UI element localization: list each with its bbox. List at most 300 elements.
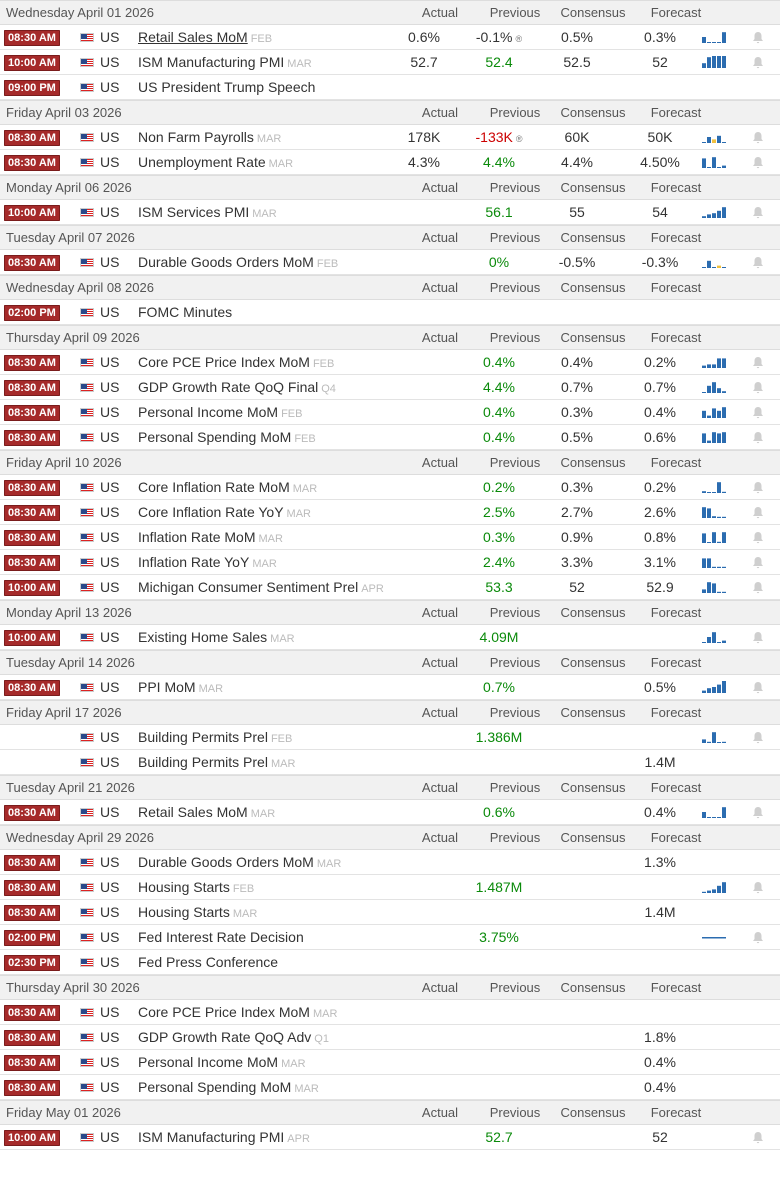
bell-icon[interactable] (752, 156, 764, 169)
event-time-cell (0, 628, 80, 646)
event-row[interactable] (0, 250, 780, 275)
sparkline-bar (722, 567, 726, 568)
event-country: US (100, 929, 120, 945)
sparkline-bar (712, 42, 716, 43)
event-forecast: 0.5% (644, 679, 676, 695)
sparkline-bar (722, 807, 726, 818)
flag-cell (80, 958, 100, 967)
column-header-forecast[interactable]: Forecast (650, 180, 702, 195)
column-header-actual[interactable]: Actual (421, 5, 459, 20)
alert-bell-cell[interactable] (746, 681, 770, 694)
event-row[interactable] (0, 300, 780, 325)
alert-bell-cell[interactable] (746, 481, 770, 494)
column-header-previous[interactable]: Previous (489, 180, 541, 195)
event-cell (138, 554, 384, 570)
event-name-link[interactable]: PPI MoM (138, 679, 196, 695)
event-cell (138, 154, 384, 170)
event-name-link[interactable]: Core PCE Price Index MoM (138, 1004, 310, 1020)
event-forecast: 2.6% (644, 504, 676, 520)
event-actual: 52.7 (410, 54, 438, 70)
event-name-link[interactable]: Core Inflation Rate YoY (138, 504, 284, 520)
history-sparkline (702, 555, 728, 569)
event-cell (138, 1079, 384, 1095)
event-row[interactable] (0, 850, 780, 875)
event-row[interactable] (0, 350, 780, 375)
alert-bell-cell[interactable] (746, 581, 770, 594)
bell-icon[interactable] (752, 381, 764, 394)
sparkline-bar (717, 266, 721, 268)
event-row[interactable] (0, 50, 780, 75)
column-header-forecast[interactable]: Forecast (650, 605, 702, 620)
event-previous-cell (464, 254, 534, 270)
bell-icon[interactable] (752, 581, 764, 594)
event-cell (138, 529, 384, 545)
history-sparkline (702, 155, 728, 169)
history-sparkline (702, 355, 728, 369)
column-header-consensus[interactable]: Consensus (560, 180, 626, 195)
column-header-consensus[interactable]: Consensus (560, 780, 626, 795)
bell-icon[interactable] (752, 631, 764, 644)
sparkline-cell[interactable] (700, 630, 746, 644)
event-row[interactable] (0, 875, 780, 900)
day-header (0, 0, 780, 25)
event-cell (138, 879, 384, 895)
sparkline-bar (702, 812, 706, 818)
event-row[interactable] (0, 475, 780, 500)
event-name-link[interactable]: Housing Starts (138, 879, 230, 895)
event-forecast: 50K (647, 129, 673, 145)
column-header-actual[interactable]: Actual (421, 605, 459, 620)
event-row[interactable] (0, 800, 780, 825)
event-previous-cell (464, 429, 534, 445)
alert-bell-cell[interactable] (746, 206, 770, 219)
sparkline-bar (722, 492, 726, 493)
bell-icon[interactable] (752, 806, 764, 819)
column-header-actual[interactable]: Actual (421, 280, 459, 295)
alert-bell-cell[interactable] (746, 556, 770, 569)
event-cell (138, 904, 384, 920)
day-date: Friday April 17 2026 (6, 705, 122, 720)
alert-bell-cell[interactable] (746, 406, 770, 419)
sparkline-bar (717, 211, 721, 218)
sparkline-cell[interactable] (700, 255, 746, 269)
event-reference-period: FEB (281, 408, 303, 420)
us-flag-icon (80, 758, 94, 767)
history-sparkline (702, 55, 728, 69)
column-header-forecast[interactable]: Forecast (650, 5, 702, 20)
event-reference-period: MAR (281, 1058, 306, 1070)
bell-icon[interactable] (752, 256, 764, 269)
bell-icon[interactable] (752, 506, 764, 519)
event-name-link[interactable]: FOMC Minutes (138, 304, 233, 320)
alert-bell-cell[interactable] (746, 931, 770, 944)
event-time-badge: 08:30 AM (4, 155, 60, 171)
us-flag-icon (80, 258, 94, 267)
alert-bell-cell[interactable] (746, 506, 770, 519)
column-header-consensus[interactable]: Consensus (560, 655, 626, 670)
event-time-cell (0, 478, 80, 496)
column-header-consensus[interactable]: Consensus (560, 830, 626, 845)
event-time-badge: 02:00 PM (4, 930, 60, 946)
alert-bell-cell[interactable] (746, 731, 770, 744)
event-name-link[interactable]: ISM Manufacturing PMI (138, 1129, 285, 1145)
sparkline-cell[interactable] (700, 930, 746, 944)
column-header-previous[interactable]: Previous (489, 830, 541, 845)
event-name-link[interactable]: Inflation Rate MoM (138, 529, 256, 545)
us-flag-icon (80, 1133, 94, 1142)
event-time-cell (0, 253, 80, 271)
event-name-link[interactable]: Michigan Consumer Sentiment Prel (138, 579, 359, 595)
sparkline-bar (712, 732, 716, 743)
alert-bell-cell[interactable] (746, 881, 770, 894)
event-name-link[interactable]: Core Inflation Rate MoM (138, 479, 290, 495)
event-name-link[interactable]: US President Trump Speech (138, 79, 316, 95)
event-name-link[interactable]: Core PCE Price Index MoM (138, 354, 310, 370)
column-header-actual[interactable]: Actual (421, 980, 459, 995)
event-time-badge: 08:30 AM (4, 130, 60, 146)
event-previous-cell (464, 504, 534, 520)
bell-icon[interactable] (752, 56, 764, 69)
event-row[interactable] (0, 125, 780, 150)
sparkline-bar (702, 433, 706, 443)
day-header (0, 325, 780, 350)
event-reference-period: MAR (252, 558, 277, 570)
bell-icon[interactable] (752, 406, 764, 419)
alert-bell-cell[interactable] (746, 1131, 770, 1144)
column-header-forecast[interactable]: Forecast (650, 780, 702, 795)
column-header-actual[interactable]: Actual (421, 105, 459, 120)
sparkline-bar (702, 267, 706, 268)
sparkline-cell[interactable] (700, 155, 746, 169)
sparkline-bar (712, 213, 716, 218)
event-row[interactable] (0, 900, 780, 925)
sparkline-bar (707, 42, 711, 43)
alert-bell-cell[interactable] (746, 431, 770, 444)
day-header (0, 225, 780, 250)
column-header-previous[interactable]: Previous (489, 105, 541, 120)
alert-bell-cell[interactable] (746, 256, 770, 269)
column-header-previous[interactable]: Previous (489, 655, 541, 670)
event-country: US (100, 629, 120, 645)
event-previous: 0.4% (483, 404, 515, 420)
column-header-previous[interactable]: Previous (489, 330, 541, 345)
event-row[interactable] (0, 550, 780, 575)
event-country: US (100, 1029, 120, 1045)
us-flag-icon (80, 958, 94, 967)
event-time-badge: 08:30 AM (4, 430, 60, 446)
column-header-consensus[interactable]: Consensus (560, 280, 626, 295)
column-header-actual[interactable]: Actual (421, 330, 459, 345)
sparkline-bar (702, 216, 706, 218)
event-forecast: 0.4% (644, 804, 676, 820)
event-consensus: 0.4% (561, 354, 593, 370)
column-header-consensus[interactable]: Consensus (560, 605, 626, 620)
sparkline-cell[interactable] (700, 730, 746, 744)
event-name-link[interactable]: GDP Growth Rate QoQ Final (138, 379, 319, 395)
sparkline-bar (717, 742, 721, 743)
bell-icon[interactable] (752, 1131, 764, 1144)
us-flag-icon (80, 83, 94, 92)
bell-icon[interactable] (752, 531, 764, 544)
event-country: US (100, 254, 120, 270)
column-header-actual[interactable]: Actual (421, 705, 459, 720)
event-reference-period: MAR (270, 758, 296, 770)
event-row[interactable] (0, 675, 780, 700)
sparkline-cell[interactable] (700, 480, 746, 494)
sparkline-cell[interactable] (700, 680, 746, 694)
column-header-previous[interactable]: Previous (489, 980, 541, 995)
event-name-link[interactable]: Building Permits Prel (138, 729, 268, 745)
bell-icon[interactable] (752, 131, 764, 144)
sparkline-bar (707, 582, 711, 593)
event-time-badge: 08:30 AM (4, 30, 60, 46)
sparkline-cell[interactable] (700, 530, 746, 544)
event-name-link[interactable]: Unemployment Rate (138, 154, 266, 170)
event-previous-cell (464, 204, 534, 220)
bell-icon[interactable] (752, 31, 764, 44)
event-reference-period: MAR (316, 858, 342, 870)
event-row[interactable] (0, 1125, 780, 1150)
event-forecast: 4.50% (640, 154, 680, 170)
column-header-consensus[interactable]: Consensus (560, 455, 626, 470)
column-header-actual[interactable]: Actual (421, 830, 459, 845)
bell-icon[interactable] (752, 681, 764, 694)
event-country: US (100, 504, 120, 520)
event-name-link[interactable]: Building Permits Prel (138, 754, 268, 770)
sparkline-cell[interactable] (700, 205, 746, 219)
sparkline-cell[interactable] (700, 880, 746, 894)
event-time-cell (0, 378, 80, 396)
column-header-actual[interactable]: Actual (421, 655, 459, 670)
event-time-cell (0, 953, 80, 971)
column-header-consensus[interactable]: Consensus (560, 5, 626, 20)
event-row[interactable] (0, 1025, 780, 1050)
column-header-consensus[interactable]: Consensus (560, 980, 626, 995)
event-name-link[interactable]: Inflation Rate YoY (138, 554, 250, 570)
event-row[interactable] (0, 25, 780, 50)
column-header-previous[interactable]: Previous (489, 230, 541, 245)
event-time-badge: 08:30 AM (4, 1055, 60, 1071)
event-row[interactable] (0, 1075, 780, 1100)
event-row[interactable] (0, 75, 780, 100)
column-header-previous[interactable]: Previous (489, 780, 541, 795)
column-header-previous[interactable]: Previous (489, 1105, 541, 1120)
bell-icon[interactable] (752, 881, 764, 894)
column-header-previous[interactable]: Previous (489, 605, 541, 620)
sparkline-bar (717, 411, 721, 418)
bell-icon[interactable] (752, 206, 764, 219)
sparkline-bar (717, 592, 721, 593)
flag-cell (80, 733, 100, 742)
sparkline-cell[interactable] (700, 505, 746, 519)
event-name-link[interactable]: Existing Home Sales (138, 629, 268, 645)
alert-bell-cell[interactable] (746, 356, 770, 369)
us-flag-icon (80, 1033, 94, 1042)
event-previous-cell (464, 804, 534, 820)
sparkline-cell[interactable] (700, 555, 746, 569)
bell-icon[interactable] (752, 431, 764, 444)
event-row[interactable] (0, 950, 780, 975)
column-header-consensus[interactable]: Consensus (560, 230, 626, 245)
column-header-forecast[interactable]: Forecast (650, 705, 702, 720)
column-header-forecast[interactable]: Forecast (650, 830, 702, 845)
sparkline-bar (707, 57, 711, 68)
alert-bell-cell[interactable] (746, 31, 770, 44)
sparkline-cell[interactable] (700, 405, 746, 419)
event-name-link[interactable]: Personal Spending MoM (138, 1079, 292, 1095)
event-name-link[interactable]: Personal Spending MoM (138, 429, 292, 445)
event-name-link[interactable]: Fed Interest Rate Decision (138, 929, 304, 945)
sparkline-cell[interactable] (700, 430, 746, 444)
day-header (0, 275, 780, 300)
event-consensus: 0.3% (561, 404, 593, 420)
sparkline-cell[interactable] (700, 380, 746, 394)
column-header-previous[interactable]: Previous (489, 5, 541, 20)
sparkline-cell[interactable] (700, 805, 746, 819)
sparkline-bar (712, 687, 716, 693)
sparkline-cell[interactable] (700, 30, 746, 44)
event-row[interactable] (0, 575, 780, 600)
flag-cell (80, 883, 100, 892)
column-header-forecast[interactable]: Forecast (650, 980, 702, 995)
event-row[interactable] (0, 150, 780, 175)
column-header-forecast[interactable]: Forecast (650, 655, 702, 670)
event-reference-period: Q4 (321, 383, 336, 395)
event-forecast: 54 (652, 204, 668, 220)
alert-bell-cell[interactable] (746, 631, 770, 644)
sparkline-bar (707, 891, 711, 893)
event-cell (138, 854, 384, 870)
event-country: US (100, 529, 120, 545)
column-header-forecast[interactable]: Forecast (650, 330, 702, 345)
column-header-consensus[interactable]: Consensus (560, 330, 626, 345)
event-previous: 2.5% (483, 504, 515, 520)
column-header-actual[interactable]: Actual (421, 180, 459, 195)
event-time-cell (0, 403, 80, 421)
column-header-actual[interactable]: Actual (421, 230, 459, 245)
event-time-cell (0, 203, 80, 221)
event-row[interactable] (0, 1050, 780, 1075)
event-reference-period: MAR (268, 158, 294, 170)
sparkline-bar (707, 364, 711, 368)
sparkline-cell[interactable] (700, 55, 746, 69)
event-name-link[interactable]: ISM Services PMI (138, 204, 250, 220)
event-previous: 1.487M (475, 879, 523, 895)
column-header-previous[interactable]: Previous (489, 455, 541, 470)
column-header-actual[interactable]: Actual (421, 1105, 459, 1120)
event-row[interactable] (0, 725, 780, 750)
event-name-link[interactable]: GDP Growth Rate QoQ Adv (138, 1029, 312, 1045)
event-consensus: -0.5% (558, 254, 596, 270)
event-name-link[interactable]: Fed Press Conference (138, 954, 279, 970)
column-header-consensus[interactable]: Consensus (560, 105, 626, 120)
column-header-forecast[interactable]: Forecast (650, 230, 702, 245)
event-previous: 0.4% (483, 429, 515, 445)
event-actual: 0.6% (408, 29, 440, 45)
sparkline-bar (722, 532, 726, 543)
day-date: Monday April 13 2026 (6, 605, 132, 620)
event-name-link[interactable]: Personal Income MoM (138, 1054, 279, 1070)
event-row[interactable] (0, 200, 780, 225)
event-name-link[interactable]: Housing Starts (138, 904, 230, 920)
event-name-link[interactable]: Durable Goods Orders MoM (138, 254, 314, 270)
event-row[interactable] (0, 525, 780, 550)
sparkline-cell[interactable] (700, 355, 746, 369)
column-header-forecast[interactable]: Forecast (650, 455, 702, 470)
event-time-cell (0, 1078, 80, 1096)
column-header-consensus[interactable]: Consensus (560, 705, 626, 720)
event-name-link[interactable]: Non Farm Payrolls (138, 129, 254, 145)
sparkline-cell[interactable] (700, 130, 746, 144)
event-cell (138, 629, 384, 645)
column-header-forecast[interactable]: Forecast (650, 1105, 702, 1120)
flag-cell (80, 483, 100, 492)
alert-bell-cell[interactable] (746, 131, 770, 144)
event-forecast: 52 (652, 54, 668, 70)
event-row[interactable] (0, 1000, 780, 1025)
column-header-forecast[interactable]: Forecast (650, 280, 702, 295)
column-header-actual[interactable]: Actual (421, 455, 459, 470)
event-name-link[interactable]: ISM Manufacturing PMI (138, 54, 285, 70)
event-name-link[interactable]: Retail Sales MoM (138, 804, 248, 820)
column-header-forecast[interactable]: Forecast (650, 105, 702, 120)
alert-bell-cell[interactable] (746, 531, 770, 544)
column-header-actual[interactable]: Actual (421, 780, 459, 795)
event-row[interactable] (0, 750, 780, 775)
flag-cell (80, 133, 100, 142)
bell-icon[interactable] (752, 931, 764, 944)
event-name-link[interactable]: Durable Goods Orders MoM (138, 854, 314, 870)
event-reference-period: MAR (256, 133, 282, 145)
bell-icon[interactable] (752, 731, 764, 744)
event-cell (138, 579, 384, 595)
event-previous-cell (464, 354, 534, 370)
event-time-cell (0, 1028, 80, 1046)
history-sparkline (702, 630, 728, 644)
alert-bell-cell[interactable] (746, 56, 770, 69)
event-row[interactable] (0, 425, 780, 450)
event-row[interactable] (0, 500, 780, 525)
column-header-previous[interactable]: Previous (489, 705, 541, 720)
event-row[interactable] (0, 375, 780, 400)
alert-bell-cell[interactable] (746, 156, 770, 169)
event-name-link[interactable]: Personal Income MoM (138, 404, 279, 420)
bell-icon[interactable] (752, 356, 764, 369)
event-time-cell (0, 878, 80, 896)
event-time-cell (0, 303, 80, 321)
sparkline-cell[interactable] (700, 580, 746, 594)
day-date: Tuesday April 21 2026 (6, 780, 135, 795)
event-previous: 53.3 (485, 579, 513, 595)
column-header-previous[interactable]: Previous (489, 280, 541, 295)
bell-icon[interactable] (752, 556, 764, 569)
sparkline-bar (707, 261, 711, 268)
column-header-consensus[interactable]: Consensus (560, 1105, 626, 1120)
bell-icon[interactable] (752, 481, 764, 494)
flag-cell (80, 258, 100, 267)
event-row[interactable] (0, 400, 780, 425)
alert-bell-cell[interactable] (746, 381, 770, 394)
alert-bell-cell[interactable] (746, 806, 770, 819)
history-sparkline (702, 805, 728, 819)
event-name-link[interactable]: Retail Sales MoM (138, 29, 248, 45)
event-time-badge: 08:30 AM (4, 1030, 60, 1046)
event-row[interactable] (0, 925, 780, 950)
day-date: Friday May 01 2026 (6, 1105, 121, 1120)
event-row[interactable] (0, 625, 780, 650)
us-flag-icon (80, 133, 94, 142)
flag-cell (80, 858, 100, 867)
